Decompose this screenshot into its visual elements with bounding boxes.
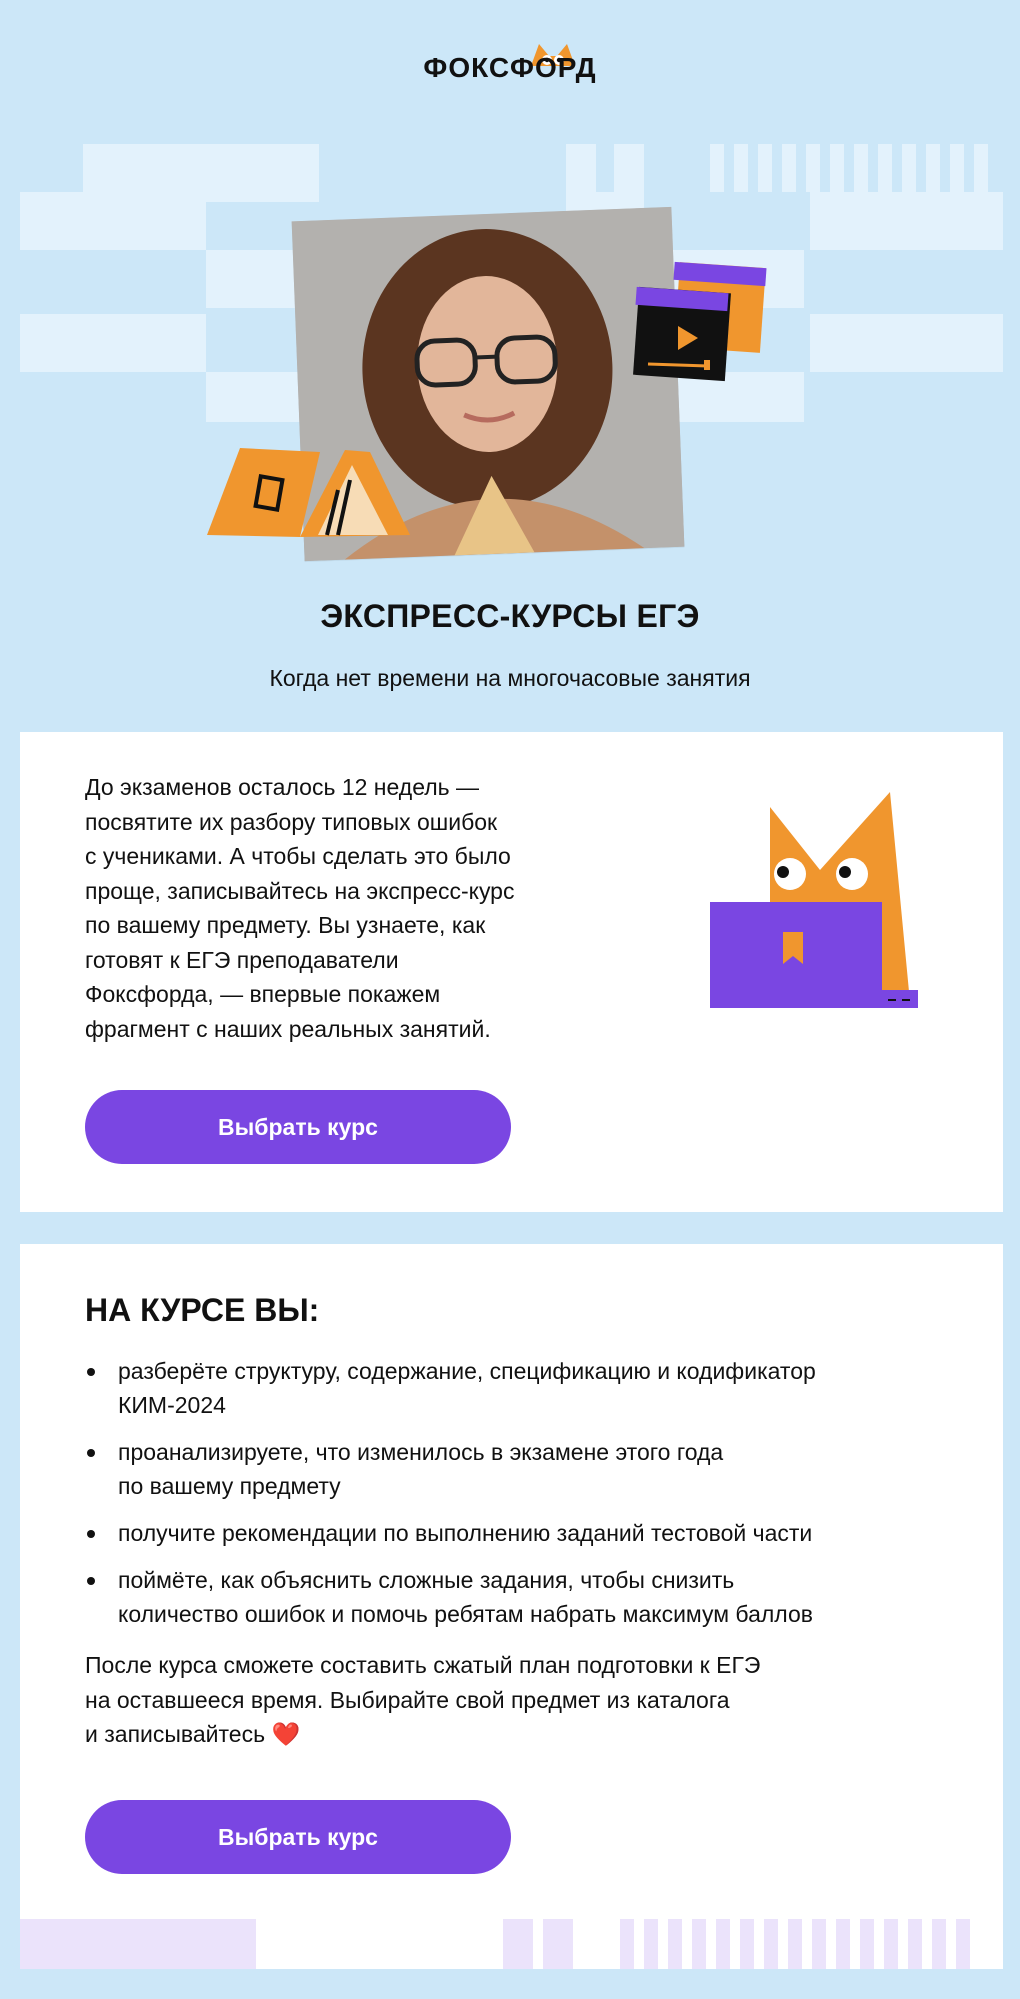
intro-line: До экзаменов осталось 12 недель — [85, 774, 480, 800]
intro-line: с учениками. А чтобы сделать это было [85, 843, 511, 869]
list-item-line: разберёте структуру, содержание, спецификацию и кодификатор [118, 1358, 816, 1384]
intro-line: по вашему предмету. Вы узнаете, как [85, 912, 486, 938]
list-item-line: поймёте, как объяснить сложные задания, чтобы снизить [118, 1567, 735, 1593]
choose-course-button-bottom[interactable]: Выбрать курс [85, 1800, 511, 1874]
fox-with-laptop-icon [690, 792, 930, 1032]
list-item-line: количество ошибок и помочь ребятам набрать максимум баллов [118, 1601, 813, 1627]
list-item-line: получите рекомендации по выполнению заданий тестовой части [118, 1520, 813, 1546]
heart-icon: ❤️ [271, 1721, 301, 1747]
hero-title: ЭКСПРЕСС-КУРСЫ ЕГЭ [320, 598, 700, 634]
brand-logo[interactable]: ФОКСФОРД [423, 52, 597, 83]
intro-paragraph [85, 770, 605, 1046]
outro-line: После курса сможете составить сжатый план подготовки к ЕГЭ [85, 1652, 761, 1678]
list-item-line: проанализируете, что изменилось в экзамене этого года [118, 1439, 724, 1465]
outro-line [85, 1717, 965, 1752]
list-item [85, 1435, 965, 1503]
intro-line: готовят к ЕГЭ преподаватели [85, 946, 399, 973]
list-item-line: по вашему предмету [118, 1473, 341, 1499]
video-window-icon [633, 262, 766, 381]
list-item [85, 1516, 965, 1550]
outro-line: на оставшееся время. Выбирайте свой предмет из каталога [85, 1686, 730, 1713]
benefits-card [20, 1244, 1003, 1969]
intro-line: фрагмент с наших реальных занятий. [85, 1015, 491, 1042]
list-item [85, 1563, 965, 1631]
intro-card [20, 732, 1003, 1212]
benefits-list [85, 1354, 965, 1644]
benefits-title: НА КУРСЕ ВЫ: [85, 1292, 320, 1328]
outro-line-text: и записывайтесь [85, 1721, 266, 1747]
list-item [85, 1354, 965, 1422]
intro-line: Фоксфорда, — впервые покажем [85, 981, 441, 1007]
book-sticker-icon [207, 448, 410, 537]
choose-course-button[interactable]: Выбрать курс [85, 1090, 511, 1164]
hero-subtitle: Когда нет времени на многочасовые занятия [269, 665, 751, 691]
intro-line: посвятите их разбору типовых ошибок [85, 808, 498, 835]
list-item-line: КИМ-2024 [118, 1392, 226, 1418]
intro-line: проще, записывайтесь на экспресс-курс [85, 877, 515, 904]
hero-stickers [0, 0, 1020, 600]
card-bottom-pattern [20, 1919, 1003, 1969]
outro-paragraph [85, 1648, 965, 1752]
